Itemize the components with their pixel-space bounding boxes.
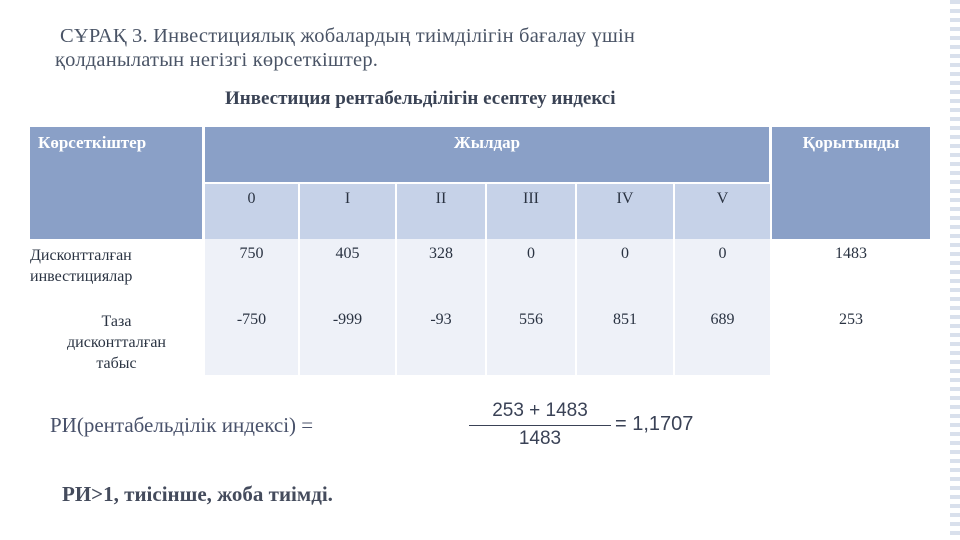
year-5: V — [675, 184, 772, 239]
table-cell: -999 — [300, 305, 397, 375]
table-cell: 0 — [675, 239, 772, 305]
conclusion-text: РИ>1, тиісінше, жоба тиімді. — [62, 482, 333, 506]
table-row-net-discounted-income — [30, 305, 930, 375]
row-label-line: инвестициялар — [30, 268, 133, 285]
formula-lhs: РИ(рентабельділік индексі) = — [50, 413, 314, 437]
question-line-2: қолданылатын негізгі көрсеткіштер. — [55, 49, 379, 71]
total-cell: 1483 — [772, 239, 930, 305]
table-cell: 328 — [397, 239, 487, 305]
year-2: II — [397, 184, 487, 239]
table-cell: 851 — [577, 305, 675, 375]
question-heading — [55, 24, 855, 72]
table-cell: 0 — [487, 239, 577, 305]
table-cell: 405 — [300, 239, 397, 305]
table-cell: -750 — [205, 305, 300, 375]
header-indicators: Көрсеткіштер — [30, 127, 205, 239]
table-cell: 556 — [487, 305, 577, 375]
table-cell: 750 — [205, 239, 300, 305]
year-1: I — [300, 184, 397, 239]
row-label-net-discounted-income — [30, 305, 205, 375]
table-cell: -93 — [397, 305, 487, 375]
table-cell: 0 — [577, 239, 675, 305]
slide-right-edge-decoration — [950, 0, 960, 540]
roi-table — [30, 127, 930, 375]
profitability-index-formula — [50, 400, 750, 452]
question-line-1: СҰРАҚ 3. Инвестициялық жобалардың тиімділігін бағалау үшін — [60, 25, 636, 47]
roi-table-container — [30, 127, 930, 375]
table-title: Инвестиция рентабельділігін есептеу индексі — [225, 88, 616, 109]
row-label-line: дисконтталған — [67, 334, 166, 351]
year-4: IV — [577, 184, 675, 239]
formula-numerator: 253 + 1483 — [492, 400, 588, 421]
formula-result: = 1,1707 — [615, 413, 694, 435]
header-total: Қорытынды — [772, 127, 930, 239]
table-cell: 689 — [675, 305, 772, 375]
year-0: 0 — [205, 184, 300, 239]
formula-denominator: 1483 — [518, 428, 562, 449]
formula-fraction — [465, 400, 615, 450]
year-3: III — [487, 184, 577, 239]
row-label-discounted-investments — [30, 239, 205, 305]
row-label-line: табыс — [96, 355, 137, 372]
fraction-bar — [469, 425, 611, 426]
row-label-line: Дисконтталған — [30, 247, 132, 264]
total-cell: 253 — [772, 305, 930, 375]
header-row-top — [30, 127, 930, 184]
table-row-discounted-investments — [30, 239, 930, 305]
header-years: Жылдар — [205, 127, 772, 184]
row-label-line: Таза — [101, 313, 132, 330]
